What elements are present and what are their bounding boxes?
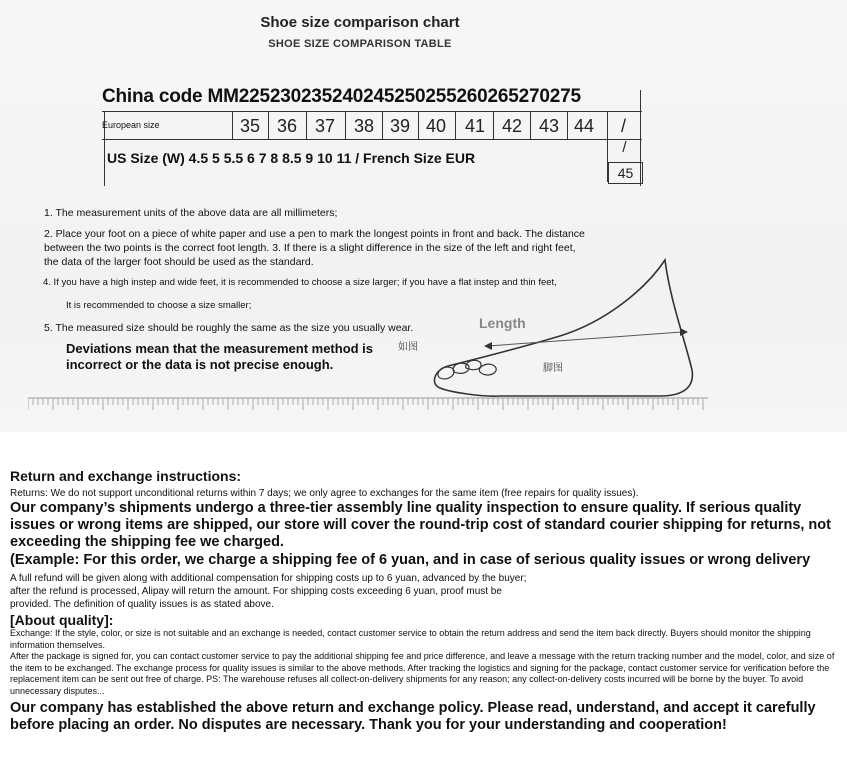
table-rule [455,112,456,139]
length-label: Length [479,315,526,331]
ruler-ticks [28,398,703,410]
length-arrow-left-head [484,342,492,350]
chart-title: Shoe size comparison chart [260,14,460,31]
table-rule [268,112,269,139]
toe-4 [479,364,496,375]
table-rule [418,112,419,139]
table-rule [382,112,383,139]
refund-note: A full refund will be given along with additional compensation for shipping costs up to 6 yuan, advanced by the buyer; after the refund is processed, Alipay will return the amount. For shipping costs exceeding 6 yuan, proof must be provided. The definition of quality issues is as stated above. [10,573,527,610]
eu-size-cell: 38 [353,116,375,136]
eu-size-cell: 43 [538,116,560,136]
eu-size-cell: 35 [239,116,261,136]
table-rule [493,112,494,139]
table-rule [567,112,568,139]
size-table [102,84,647,184]
diagram-label-a: 如图 [398,342,418,353]
china-code-row: China code MM225230235240245250255260265270275 [102,86,581,107]
length-arrow-right-head [680,328,688,336]
instruction-4b: It is recommended to choose a size smaller; [66,300,252,311]
table-rule [102,111,642,112]
chart-subtitle: SHOE SIZE COMPARISON TABLE [268,38,452,50]
table-rule [232,112,233,139]
eu-size-cell: 40 [425,116,447,136]
european-size-label: European size [102,120,160,130]
return-heading: Return and exchange instructions: [10,468,242,484]
instruction-2-3: 2. Place your foot on a piece of white paper and use a pen to mark the longest points in front and back. The distance between the two points is the correct foot length. 3. If there is a slight difference in the size of the left and right feet, the data of the larger foot should be used as the standard. [44,228,585,268]
eu-size-cell: 37 [314,116,336,136]
eu-size-cell: 39 [389,116,411,136]
eu-size-cell: / [620,116,626,136]
table-rule [306,112,307,139]
deviation-note: Deviations mean that the measurement method is incorrect or the data is not precise enough. [66,341,374,372]
eu-size-cell: 41 [464,116,486,136]
length-arrow [488,332,682,346]
us-size-row: US Size (W) 4.5 5 5.5 6 7 8 8.5 9 10 11 / French Size EUR [107,150,476,166]
returns-line: Returns: We do not support unconditional returns within 7 days; we only agree to exchanges for the same item (free repairs for quality issues). [10,488,639,499]
table-rule [345,112,346,139]
diagram-label-b: 脚图 [543,363,563,374]
instruction-4a: 4. If you have a high instep and wide feet, it is recommended to choose a size larger; if you have a flat instep and thin feet, [43,277,557,288]
closing-note: Our company has established the above return and exchange policy. Please read, understand, and accept it carefully before placing an order. No disputes are necessary. Thank you for your understanding and cooperation! [10,700,816,733]
eu-size-cell: 44 [573,116,595,136]
us-empty-cell: / [622,139,627,156]
french-size-cell: 45 [608,162,643,184]
ruler [28,394,708,414]
eu-size-cell: 36 [276,116,298,136]
foot-outline [434,260,692,396]
instruction-1: 1. The measurement units of the above data are all millimeters; [44,207,338,219]
instruction-5: 5. The measured size should be roughly the same as the size you usually wear. [44,322,414,334]
example-note: (Example: For this order, we charge a shipping fee of 6 yuan, and in case of serious quality issues or wrong delivery [10,552,811,568]
eu-size-cell: 42 [501,116,523,136]
exchange-note: Exchange: If the style, color, or size is not suitable and an exchange is needed, contact customer service to obtain the return address and send the item back directly. Buyers should monitor the shipping information themselves. [10,628,811,650]
return-policy [10,468,840,734]
inspection-note: Our company’s shipments undergo a three-tier assembly line quality inspection to ensure quality. If serious quality issues or wrong items are shipped, our store will cover the round-trip cost of standard courier shipping for returns, not exceeding the shipping fee we charged. [10,500,831,550]
table-rule [530,112,531,139]
quality-heading: [About quality]: [10,612,114,628]
after-package-note: After the package is signed for, you can contact customer service to pay the additional shipping fee and price difference, and leave a message with the return tracking number and the model, color, and size of the item to be exchanged. The exchange process for quality issues is similar to the above methods. After tracking the logistics and signing for the package, contact customer service for verification before the replacement item can be sent out free of charge. PS: The warehouse refuses all collect-on-delivery shipments for any reason; any collect-on-delivery costs incurred will be borne by the buyer. To avoid unnecessary disputes... [10,651,835,696]
foot-diagram [420,240,710,400]
table-rule [102,139,642,140]
